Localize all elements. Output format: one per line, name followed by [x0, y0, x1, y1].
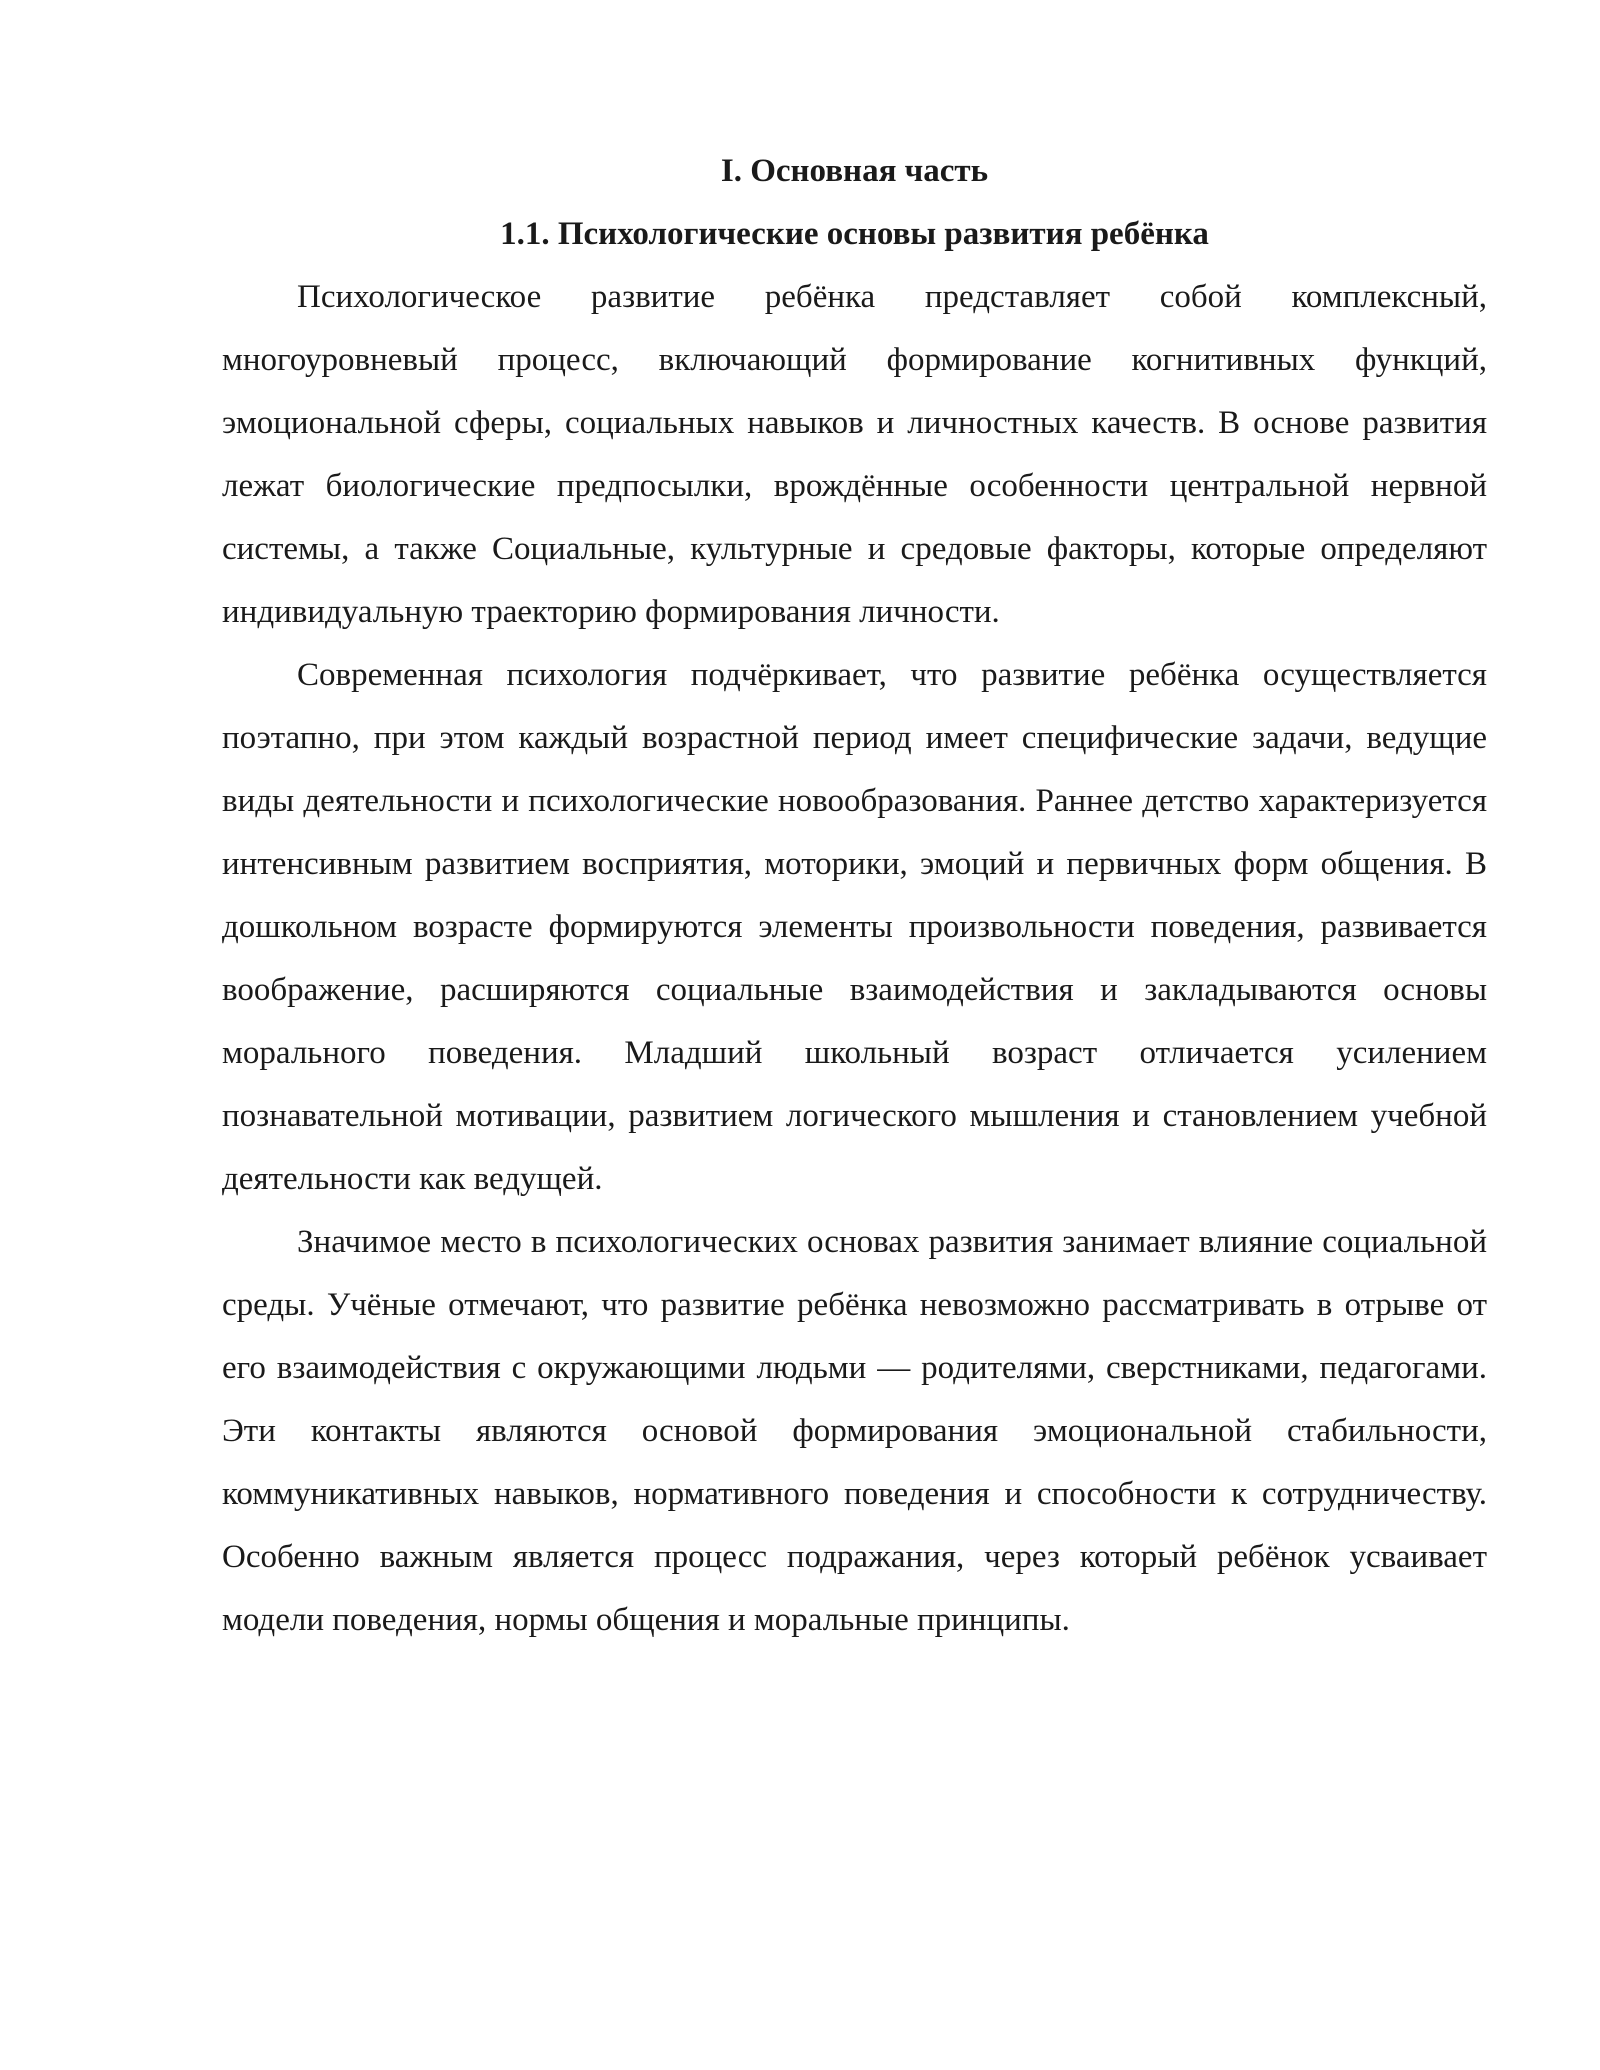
- paragraph-3: Значимое место в психологических основах развития занимает влияние социальной среды. Учёные отмечают, что развитие ребёнка невозможно рассматривать в отрыве от его взаимодействия с окружающими людьми — родителями, сверстниками, педагогами. Эти контакты являются основой формирования эмоциональной стабильности, коммуникативных навыков, нормативного поведения и способности к сотрудничеству. Особенно важным является процесс подражания, через который ребёнок усваивает модели поведения, нормы общения и моральные принципы.: [222, 1224, 1487, 1638]
- paragraph-1: Психологическое развитие ребёнка представляет собой комплексный, многоуровневый процесс, включающий формирование когнитивных функций, эмоциональной сферы, социальных навыков и личностных качеств. В основе развития лежат биологические предпосылки, врождённые особенности центральной нервной системы, а также Социальные, культурные и средовые факторы, которые определяют индивидуальную траекторию формирования личности.: [222, 279, 1487, 630]
- document-body: [222, 140, 1487, 1652]
- paragraph-2: Современная психология подчёркивает, что развитие ребёнка осуществляется поэтапно, при этом каждый возрастной период имеет специфические задачи, ведущие виды деятельности и психологические новообразования. Раннее детство характеризуется интенсивным развитием восприятия, моторики, эмоций и первичных форм общения. В дошкольном возрасте формируются элементы произвольности поведения, развивается воображение, расширяются социальные взаимодействия и закладываются основы морального поведения. Младший школьный возраст отличается усилением познавательной мотивации, развитием логического мышления и становлением учебной деятельности как ведущей.: [222, 657, 1487, 1197]
- section-heading: I. Основная часть: [720, 153, 989, 189]
- subsection-heading: 1.1. Психологические основы развития ребёнка: [500, 216, 1209, 252]
